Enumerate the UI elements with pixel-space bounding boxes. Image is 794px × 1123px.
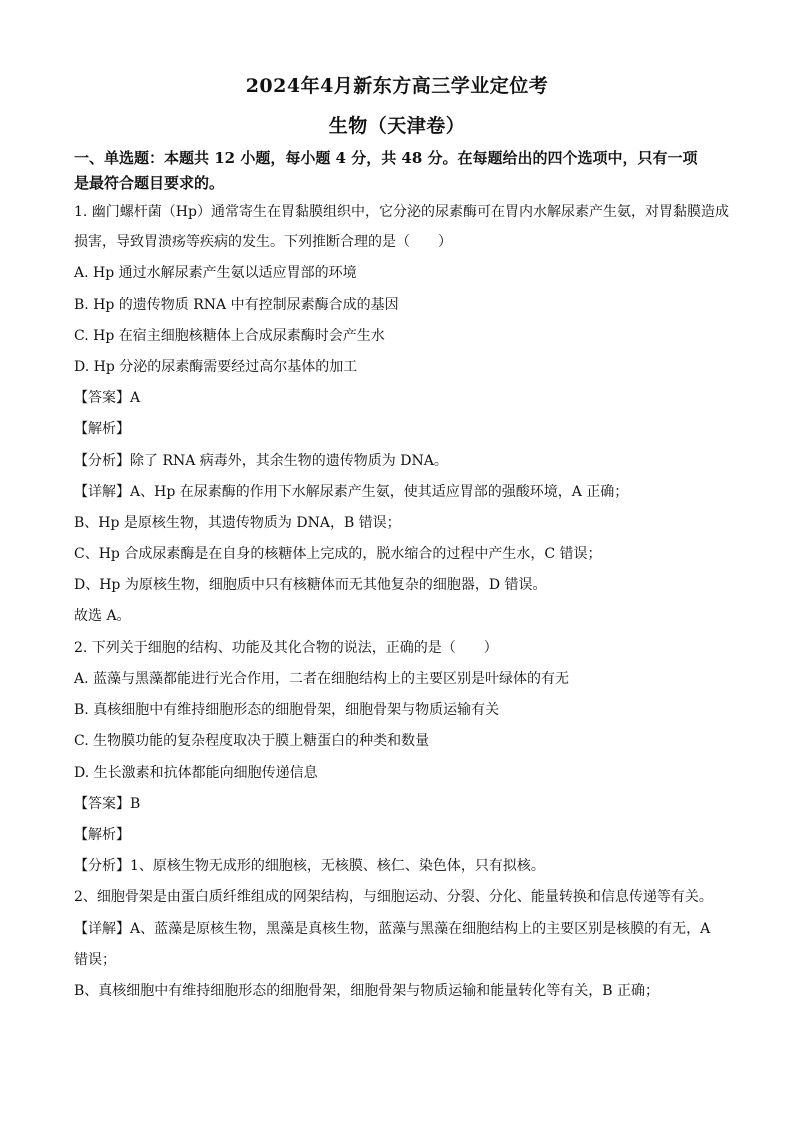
- page-subtitle: 生物（天津卷）: [328, 115, 466, 137]
- q2-option-a: A. 蓝藻与黑藻都能进行光合作用，二者在细胞结构上的主要区别是叶绿体的有无: [74, 671, 570, 687]
- q1-answer: 【答案】A: [74, 390, 141, 406]
- q2-fenxi-2: 2、细胞骨架是由蛋白质纤维组成的网架结构，与细胞运动、分裂、分化、能量转换和信息传递等有关。: [74, 889, 713, 905]
- q1-fenxi: 【分析】除了 RNA 病毒外，其余生物的遗传物质为 DNA。: [74, 453, 448, 469]
- q1-explain-c: C、Hp 合成尿素酶是在自身的核糖体上完成的，脱水缩合的过程中产生水，C 错误；: [74, 546, 602, 562]
- q2-explain-b: B、真核细胞中有维持细胞形态的细胞骨架，细胞骨架与物质运输和能量转化等有关，B 正确；: [74, 983, 660, 999]
- q2-analysis-heading: 【解析】: [74, 827, 130, 843]
- q1-stem-line2: 损害，导致胃溃疡等疾病的发生。下列推断合理的是（ ）: [74, 234, 452, 250]
- q1-xiangjie: 【详解】A、Hp 在尿素酶的作用下水解尿素产生氨，使其适应胃部的强酸环境，A 正确；: [74, 484, 629, 500]
- q1-explain-d: D、Hp 为原核生物，细胞质中只有核糖体而无其他复杂的细胞器，D 错误。: [74, 577, 547, 593]
- q1-analysis-heading: 【解析】: [74, 421, 130, 437]
- q1-explain-b: B、Hp 是原核生物，其遗传物质为 DNA，B 错误；: [74, 515, 401, 531]
- section-heading-line2: 是最符合题目要求的。: [74, 174, 225, 192]
- q2-option-d: D. 生长激素和抗体都能向细胞传递信息: [74, 765, 318, 781]
- section-heading-line1: 一、单选题：本题共 12 小题，每小题 4 分，共 48 分。在每题给出的四个选项中，只有一项: [74, 149, 698, 167]
- q1-option-a: A. Hp 通过水解尿素产生氨以适应胃部的环境: [74, 265, 357, 281]
- q2-fenxi-1: 【分析】1、原核生物无成形的细胞核，无核膜、核仁、染色体，只有拟核。: [74, 858, 545, 874]
- q2-xiangjie-line2: 错误；: [74, 952, 116, 968]
- q1-conclusion: 故选 A。: [74, 608, 131, 624]
- q1-option-b: B. Hp 的遗传物质 RNA 中有控制尿素酶合成的基因: [74, 297, 399, 313]
- q2-stem: 2. 下列关于细胞的结构、功能及其化合物的说法，正确的是（ ）: [74, 640, 498, 656]
- q1-stem-line1: 1. 幽门螺杆菌（Hp）通常寄生在胃黏膜组织中，它分泌的尿素酶可在胃内水解尿素产生氨，对胃黏膜造成: [74, 204, 729, 220]
- q1-option-c: C. Hp 在宿主细胞核糖体上合成尿素酶时会产生水: [74, 328, 385, 344]
- q2-option-b: B. 真核细胞中有维持细胞形态的细胞骨架，细胞骨架与物质运输有关: [74, 702, 500, 718]
- page-title: 2024年4月新东方高三学业定位考: [245, 75, 549, 97]
- q2-xiangjie-line1: 【详解】A、蓝藻是原核生物，黑藻是真核生物，蓝藻与黑藻在细胞结构上的主要区别是核膜的有无，A: [74, 921, 711, 937]
- q1-option-d: D. Hp 分泌的尿素酶需要经过高尔基体的加工: [74, 359, 358, 375]
- q2-answer: 【答案】B: [74, 796, 141, 812]
- q2-option-c: C. 生物膜功能的复杂程度取决于膜上糖蛋白的种类和数量: [74, 733, 430, 749]
